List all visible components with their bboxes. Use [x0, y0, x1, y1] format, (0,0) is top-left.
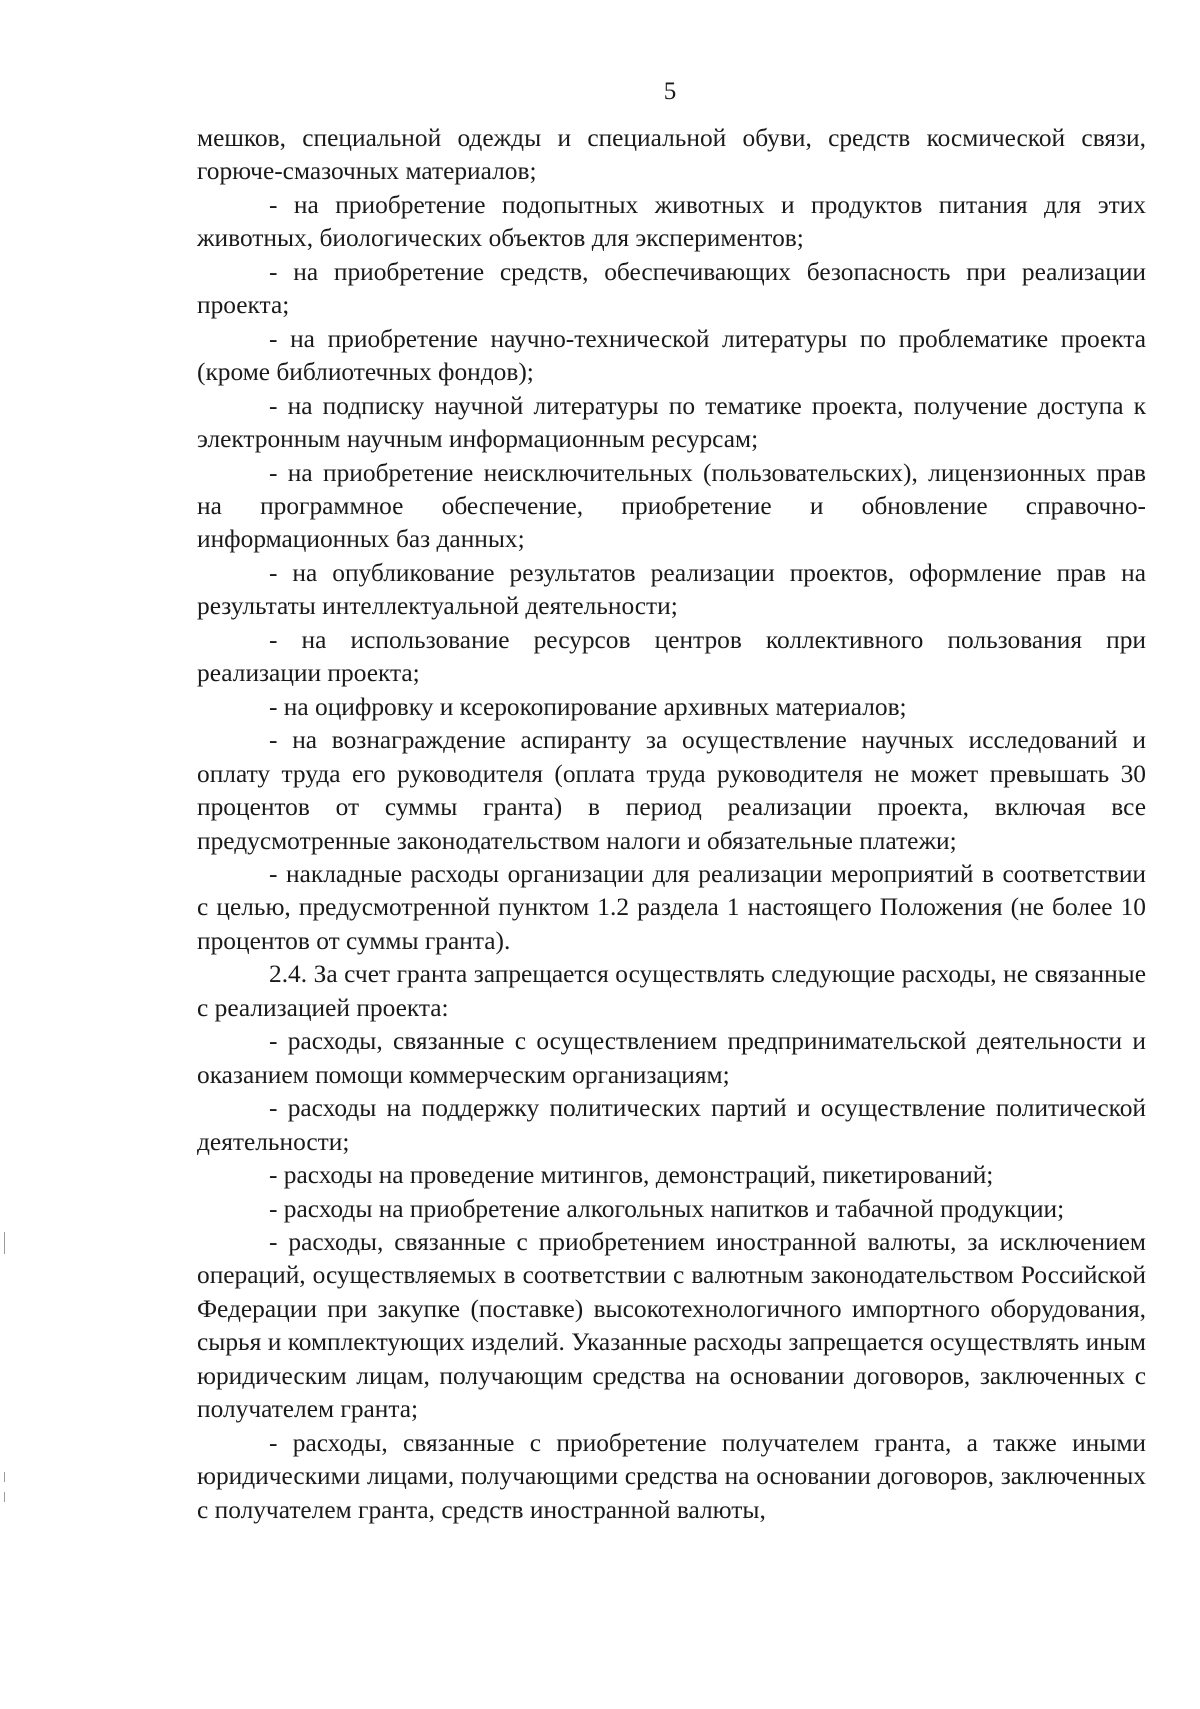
paragraph: - на приобретение неисключительных (пользовательских), лицензионных прав на программное обеспечение, приобретение и обновление справочно-информационных баз данных; — [197, 458, 1146, 554]
paragraph: - накладные расходы организации для реализации мероприятий в соответствии с целью, предусмотренной пунктом 1.2 раздела 1 настоящего Положения (не более 10 процентов от суммы гранта). — [197, 859, 1146, 955]
paragraph: - расходы на поддержку политических партий и осуществление политической деятельности; — [197, 1094, 1146, 1156]
paragraph: - расходы на приобретение алкогольных напитков и табачной продукции; — [269, 1194, 1065, 1223]
paragraph: 2.4. За счет гранта запрещается осуществлять следующие расходы, не связанные с реализацией проекта: — [197, 960, 1146, 1022]
scan-margin-mark — [4, 1472, 5, 1482]
paragraph: - на оцифровку и ксерокопирование архивных материалов; — [269, 692, 907, 721]
paragraph: - на приобретение научно-технической литературы по проблематике проекта (кроме библиотечных фондов); — [197, 324, 1146, 387]
paragraph: - расходы, связанные с приобретение получателем гранта, а также иными юридическими лицами, получающими средства на основании договоров, заключенных с получателем гранта, средств иностранной валюты, — [197, 1428, 1146, 1524]
paragraph: - расходы, связанные с осуществлением предпринимательской деятельности и оказанием помощи коммерческим организациям; — [197, 1027, 1146, 1089]
paragraph: - на вознаграждение аспиранту за осуществление научных исследований и оплату труда его руководителя (оплата труда руководителя не может превышать 30 процентов от суммы гранта) в период реализации проекта, включая все предусмотренные законодательством налоги и обязательные платежи; — [197, 726, 1146, 855]
paragraph: мешков, специальной одежды и специальной обуви, средств космической связи, горюче-смазочных материалов; — [197, 124, 1146, 186]
scan-margin-mark — [4, 1492, 5, 1502]
paragraph: - расходы на проведение митингов, демонстраций, пикетирований; — [269, 1161, 994, 1190]
paragraph: - на приобретение средств, обеспечивающих безопасность при реализации проекта; — [197, 257, 1146, 320]
page-number: 5 — [663, 78, 677, 105]
paragraph: - на опубликование результатов реализации проектов, оформление прав на результаты интеллектуальной деятельности; — [197, 558, 1146, 621]
paragraph: - расходы, связанные с приобретением иностранной валюты, за исключением операций, осуществляемых в соответствии с валютным законодательством Российской Федерации при закупке (поставке) высокотехнологичного импортного оборудования, сырья и комплектующих изделий. Указанные расходы запрещается осуществлять иным юридическим лицам, получающим средства на основании договоров, заключенных с получателем гранта; — [197, 1227, 1146, 1424]
paragraph: - на использование ресурсов центров коллективного пользования при реализации проекта; — [197, 625, 1146, 688]
paragraph: - на приобретение подопытных животных и продуктов питания для этих животных, биологических объектов для экспериментов; — [197, 190, 1146, 253]
paragraph: - на подписку научной литературы по тематике проекта, получение доступа к электронным научным информационным ресурсам; — [197, 391, 1146, 454]
document-body — [197, 122, 1146, 1527]
scan-margin-mark — [4, 1232, 5, 1254]
